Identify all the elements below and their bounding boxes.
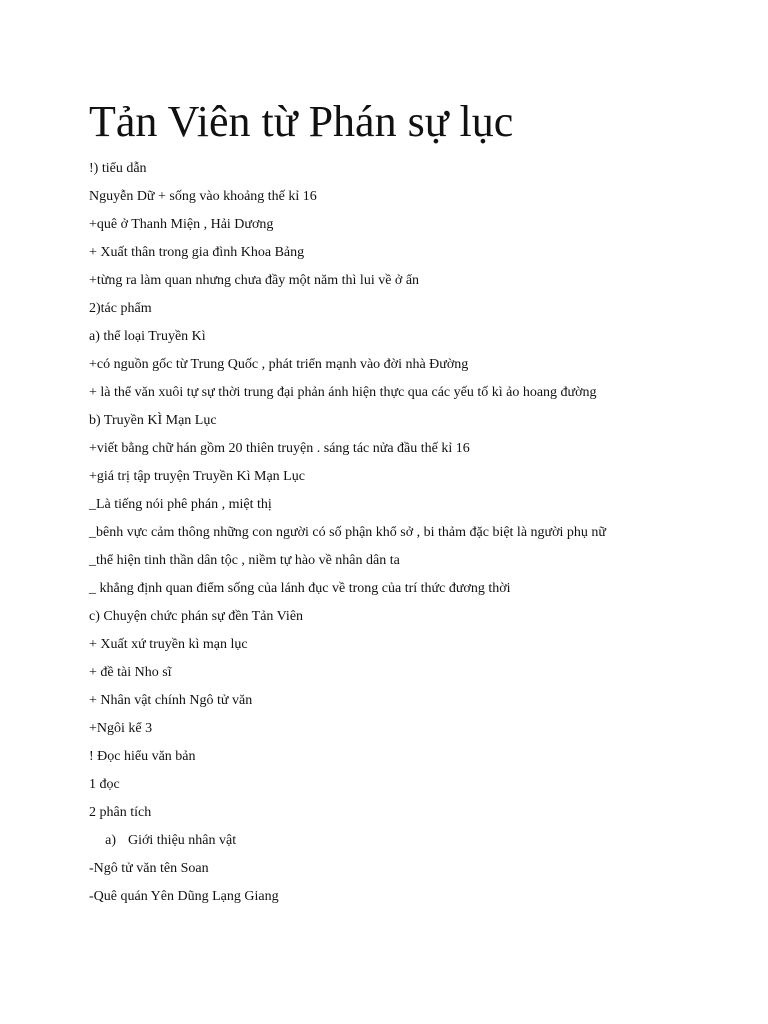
text-line: -Quê quán Yên Dũng Lạng Giang <box>89 889 279 904</box>
text-line: + đề tài Nho sĩ <box>89 665 172 680</box>
text-line: _Là tiếng nói phê phán , miệt thị <box>89 497 272 512</box>
text-line: !) tiểu dẫn <box>89 161 147 176</box>
sub-list-item <box>89 831 749 859</box>
text-line: +có nguồn gốc từ Trung Quốc , phát triển mạnh vào đời nhà Đường <box>89 357 469 372</box>
text-line: + Nhân vật chính Ngô tử văn <box>89 693 253 708</box>
text-line: 1 đọc <box>89 777 120 792</box>
text-line: 2)tác phẩm <box>89 301 152 316</box>
text-line: +viết bằng chữ hán gồm 20 thiên truyện . sáng tác nửa đầu thế kỉ 16 <box>89 441 470 456</box>
text-line: c) Chuyện chức phán sự đền Tản Viên <box>89 609 304 624</box>
text-line: + là thể văn xuôi tự sự thời trung đại phản ánh hiện thực qua các yếu tố kì ảo hoang đường <box>89 385 597 400</box>
text-line: _ khẳng định quan điểm sống của lánh đục về trong của trí thức đương thời <box>89 581 511 596</box>
text-line: -Ngô tử văn tên Soan <box>89 861 209 876</box>
text-line: +từng ra làm quan nhưng chưa đầy một năm thì lui về ở ẩn <box>89 273 420 288</box>
text-line: +quê ở Thanh Miện , Hải Dương <box>89 217 274 232</box>
text-line: 2 phân tích <box>89 805 152 820</box>
sub-list-text: Giới thiệu nhân vật <box>128 833 237 848</box>
text-line: +Ngôi kể 3 <box>89 721 153 736</box>
text-line: + Xuất thân trong gia đình Khoa Bảng <box>89 245 305 260</box>
document-title: Tản Viên từ Phán sự lục <box>89 97 514 146</box>
text-line: +giá trị tập truyện Truyền Kì Mạn Lục <box>89 469 305 484</box>
text-line: _bênh vực cảm thông những con người có số phận khổ sở , bi thảm đặc biệt là người phụ nữ <box>89 525 607 540</box>
document-body <box>89 159 749 915</box>
text-line: _thể hiện tinh thần dân tộc , niềm tự hào về nhân dân ta <box>89 553 400 568</box>
text-line: b) Truyền KÌ Mạn Lục <box>89 413 217 428</box>
text-line: Nguyễn Dữ + sống vào khoảng thế kỉ 16 <box>89 189 317 204</box>
text-line: ! Đọc hiểu văn bản <box>89 749 196 764</box>
text-line: a) thể loại Truyền Kì <box>89 329 206 344</box>
sub-list-marker: a) <box>105 833 116 848</box>
text-line: + Xuất xứ truyền kì mạn lục <box>89 637 248 652</box>
